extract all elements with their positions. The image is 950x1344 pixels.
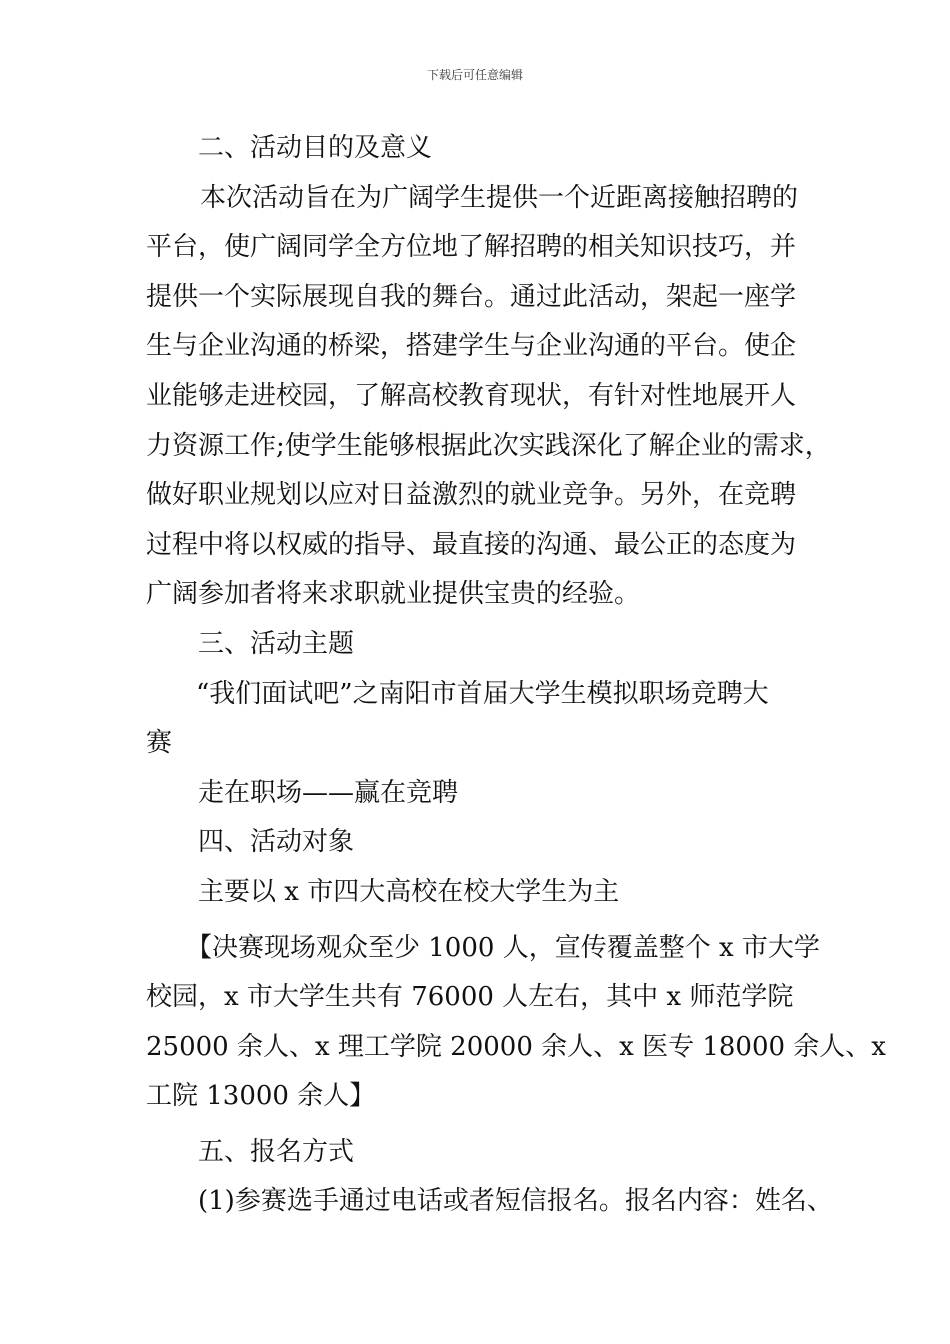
paragraph-line: 业能够走进校园，了解高校教育现状，有针对性地展开人: [146, 380, 797, 411]
paragraph-line: 【决赛现场观众至少 1000 人，宣传覆盖整个 x 市大学: [186, 932, 820, 963]
paragraph-line: 做好职业规划以应对日益激烈的就业竞争。另外，在竞聘: [146, 480, 797, 511]
paragraph-line: 提供一个实际展现自我的舞台。通过此活动，架起一座学: [146, 281, 797, 312]
paragraph-line: 25000 余人、x 理工学院 20000 余人、x 医专 18000 余人、x: [146, 1031, 886, 1062]
paragraph-line: 力资源工作;使学生能够根据此次实践深化了解企业的需求，: [146, 430, 831, 461]
paragraph-line: “我们面试吧”之南阳市首届大学生模拟职场竞聘大: [196, 678, 769, 709]
paragraph-line: 平台，使广阔同学全方位地了解招聘的相关知识技巧，并: [146, 232, 797, 263]
document-body: [146, 124, 886, 1227]
section-heading: 四、活动对象: [198, 827, 355, 858]
paragraph-line: 赛: [146, 728, 173, 759]
paragraph-line: 本次活动旨在为广阔学生提供一个近距离接触招聘的: [200, 182, 799, 213]
paragraph-line: 过程中将以权威的指导、最直接的沟通、最公正的态度为: [146, 529, 797, 560]
paragraph-line: 生与企业沟通的桥梁，搭建学生与企业沟通的平台。使企: [146, 331, 797, 362]
page-header-note: 下载后可任意编辑: [426, 68, 523, 82]
section-heading: 三、活动主题: [198, 628, 355, 659]
paragraph-line: 校园，x 市大学生共有 76000 人左右，其中 x 师范学院: [146, 982, 794, 1013]
paragraph-line: 主要以 x 市四大高校在校大学生为主: [198, 876, 620, 907]
paragraph-line: 走在职场——赢在竞聘: [198, 777, 459, 808]
paragraph-line: 广阔参加者将来求职就业提供宝贵的经验。: [146, 579, 641, 610]
section-heading: 五、报名方式: [198, 1136, 355, 1167]
paragraph-line: 工院 13000 余人】: [146, 1081, 376, 1112]
section-heading: 二、活动目的及意义: [198, 133, 433, 163]
paragraph-line: (1)参赛选手通过电话或者短信报名。报名内容：姓名、: [198, 1186, 833, 1217]
